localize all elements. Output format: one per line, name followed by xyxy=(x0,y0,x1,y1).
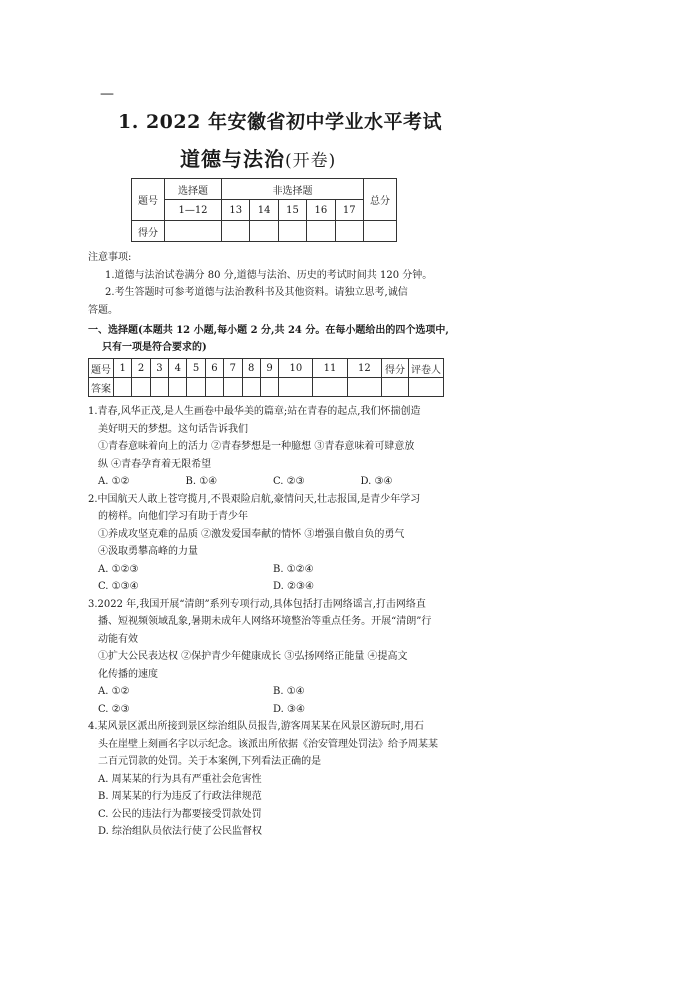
answer-table-header: 得分 xyxy=(382,359,409,378)
answer-table-header: 答案 xyxy=(89,378,114,397)
question-statements: 化传播的速度 xyxy=(98,668,158,680)
answer-input-cell[interactable] xyxy=(242,378,260,397)
score-table-cell: 15 xyxy=(278,200,306,221)
questions-block xyxy=(88,403,448,841)
answer-table-cell: 8 xyxy=(242,359,260,378)
answer-table-header: 题号 xyxy=(89,359,114,378)
answer-input-cell[interactable] xyxy=(150,378,168,397)
score-table-cell: 13 xyxy=(222,200,250,221)
margin-dash: — xyxy=(100,86,114,102)
section-heading xyxy=(88,322,449,356)
question-2 xyxy=(88,491,448,596)
answer-input-cell[interactable] xyxy=(169,378,187,397)
question-stem: 的榜样。向他们学习有助于青少年 xyxy=(98,511,248,522)
option-b[interactable]: B. ①④ xyxy=(185,476,218,487)
score-table-cell: 1—12 xyxy=(165,200,222,221)
answer-input-cell[interactable] xyxy=(224,378,242,397)
question-stem: 头在崖壁上刻画名字以示纪念。该派出所依据《治安管理处罚法》给予周某某 xyxy=(98,738,438,750)
notice-block xyxy=(88,249,432,319)
score-table-header: 题号 xyxy=(132,179,165,221)
option-c[interactable]: C. ②③ xyxy=(273,476,305,487)
score-table-cell: 16 xyxy=(307,200,335,221)
score-input-cell[interactable] xyxy=(250,221,278,242)
notice-item-continued: 答题。 xyxy=(88,304,118,316)
answer-input-cell[interactable] xyxy=(260,378,278,397)
score-table-header: 选择题 xyxy=(165,179,222,200)
question-stem: 二百元罚款的处罚。关于本案例,下列看法正确的是 xyxy=(98,756,322,767)
option-row xyxy=(88,578,448,596)
option-a[interactable]: A. ①②③ xyxy=(98,563,139,575)
option-c[interactable]: C. ①③④ xyxy=(98,581,139,592)
option-row xyxy=(88,683,448,701)
score-table-header: 非选择题 xyxy=(222,179,364,200)
option-d[interactable]: D. ③④ xyxy=(273,703,305,715)
answer-table xyxy=(88,358,444,397)
option-row xyxy=(88,561,448,579)
notice-title: 注意事项: xyxy=(88,252,132,263)
answer-input-cell[interactable] xyxy=(313,378,347,397)
score-input-cell[interactable] xyxy=(307,221,335,242)
score-input-cell[interactable] xyxy=(335,221,363,242)
notice-item: 2.考生答题时可参考道德与法治教科书及其他资料。请独立思考,诚信 xyxy=(105,287,408,298)
option-a[interactable]: A. ①② xyxy=(98,686,130,697)
question-stem: 2.中国航天人敢上苍穹揽月,不畏艰险启航,豪情问天,壮志报国,是青少年学习 xyxy=(88,493,421,505)
option-b[interactable]: B. ①②④ xyxy=(273,563,314,575)
answer-input-cell[interactable] xyxy=(382,378,409,397)
answer-table-cell: 4 xyxy=(169,359,187,378)
answer-table-cell: 3 xyxy=(150,359,168,378)
answer-table-cell: 11 xyxy=(313,359,347,378)
score-table xyxy=(131,178,397,242)
answer-input-cell[interactable] xyxy=(409,378,444,397)
answer-table-cell: 5 xyxy=(187,359,205,378)
question-stem: 4.某风景区派出所接到景区综治组队员报告,游客周某某在风景区游玩时,用石 xyxy=(88,721,424,732)
page-title: 1. 2022 年安徽省初中学业水平考试 xyxy=(118,111,442,133)
option-c[interactable]: C. ②③ xyxy=(98,703,130,715)
option-b[interactable]: B. 周某某的行为违反了行政法律规范 xyxy=(98,791,262,802)
question-stem: 1.青春,风华正茂,是人生画卷中最华美的篇章;站在青春的起点,我们怀揣创造 xyxy=(88,406,421,417)
answer-table-header: 评卷人 xyxy=(409,359,444,378)
page-subtitle xyxy=(180,143,336,172)
question-stem: 美好明天的梦想。这句话告诉我们 xyxy=(98,423,248,435)
answer-table-cell: 9 xyxy=(260,359,278,378)
answer-input-cell[interactable] xyxy=(187,378,205,397)
answer-input-cell[interactable] xyxy=(132,378,150,397)
section-heading-line: 只有一项是符合要求的) xyxy=(102,342,207,353)
score-input-cell[interactable] xyxy=(278,221,306,242)
score-table-header: 总分 xyxy=(364,179,397,221)
subtitle-main: 道德与法治 xyxy=(180,147,285,171)
question-statements: ①青春意味着向上的活力 ②青春梦想是一种臆想 ③青春意味着可肆意放 xyxy=(98,441,415,452)
answer-table-cell: 1 xyxy=(114,359,132,378)
question-stem: 动能有效 xyxy=(98,633,138,645)
option-d[interactable]: D. ③④ xyxy=(360,476,393,487)
question-statements: 纵 ④青春孕育着无限希望 xyxy=(98,458,212,470)
answer-table-cell: 10 xyxy=(279,359,313,378)
option-row xyxy=(88,701,448,719)
option-a[interactable]: A. 周某某的行为具有严重社会危害性 xyxy=(98,773,262,785)
option-a[interactable]: A. ①② xyxy=(98,476,130,487)
answer-input-cell[interactable] xyxy=(114,378,132,397)
notice-item: 1.道德与法治试卷满分 80 分,道德与法治、历史的考试时间共 120 分钟。 xyxy=(105,269,433,281)
score-table-cell: 17 xyxy=(335,200,363,221)
option-d[interactable]: D. 综治组队员依法行使了公民监督权 xyxy=(98,826,263,837)
option-row xyxy=(88,473,448,491)
score-table-cell: 得分 xyxy=(132,221,165,242)
question-statements: ①扩大公民表达权 ②保护青少年健康成长 ③弘扬网络正能量 ④提高文 xyxy=(98,651,408,662)
answer-input-cell[interactable] xyxy=(279,378,313,397)
question-stem: 3.2022 年,我国开展“清朗”系列专项行动,具体包括打击网络谣言,打击网络直 xyxy=(88,598,426,610)
score-input-cell[interactable] xyxy=(364,221,397,242)
question-1 xyxy=(88,403,448,491)
question-3 xyxy=(88,596,448,719)
score-input-cell[interactable] xyxy=(165,221,222,242)
answer-table-cell: 6 xyxy=(205,359,223,378)
question-statements: ④汲取勇攀高峰的力量 xyxy=(98,546,198,557)
answer-table-cell: 7 xyxy=(224,359,242,378)
question-statements: ①养成攻坚克难的品质 ②激发爱国奉献的情怀 ③增强自傲自负的勇气 xyxy=(98,528,405,540)
question-4 xyxy=(88,718,448,841)
answer-input-cell[interactable] xyxy=(347,378,381,397)
answer-table-cell: 2 xyxy=(132,359,150,378)
option-c[interactable]: C. 公民的违法行为都要接受罚款处罚 xyxy=(98,808,262,820)
subtitle-paren: (开卷) xyxy=(285,151,337,171)
option-d[interactable]: D. ②③④ xyxy=(273,581,314,592)
question-stem: 播、短视频领域乱象,暑期未成年人网络环境整治等重点任务。开展“清朗”行 xyxy=(98,616,432,627)
section-heading-line: 一、选择题(本题共 12 小题,每小题 2 分,共 24 分。在每小题给出的四个选项中, xyxy=(88,325,449,336)
score-input-cell[interactable] xyxy=(222,221,250,242)
option-b[interactable]: B. ①④ xyxy=(273,686,305,697)
score-table-cell: 14 xyxy=(250,200,278,221)
answer-table-cell: 12 xyxy=(347,359,381,378)
answer-input-cell[interactable] xyxy=(205,378,223,397)
